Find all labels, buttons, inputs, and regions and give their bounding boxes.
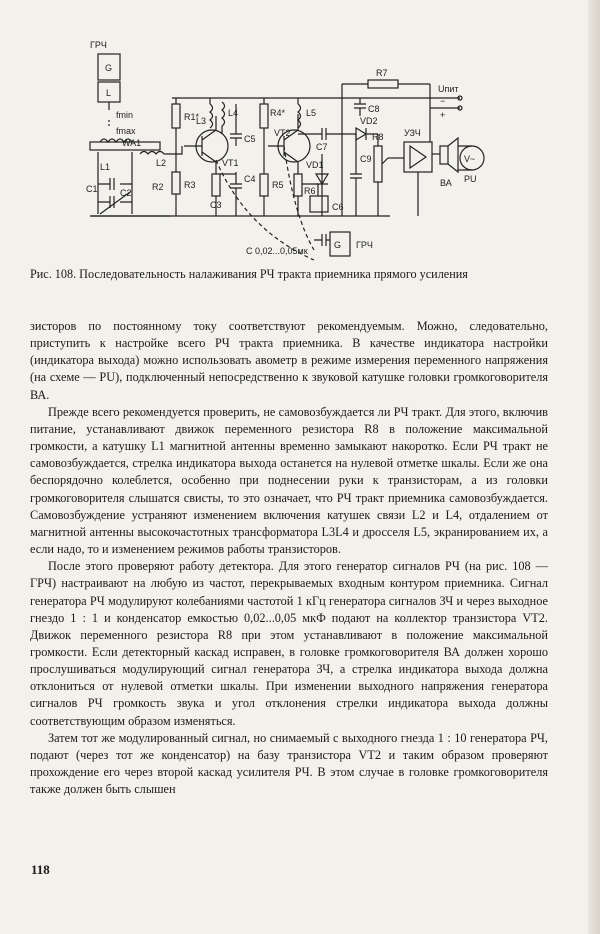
- label-vd1: VD1: [306, 160, 324, 170]
- label-r3: R3: [184, 180, 196, 190]
- label-fmax: fmax: [116, 126, 136, 136]
- label-c4: C4: [244, 174, 256, 184]
- label-cap-value: C 0,02...0,05мк: [246, 246, 308, 256]
- label-ba: ВА: [440, 178, 452, 188]
- label-u34: УЗЧ: [404, 128, 421, 138]
- label-l4: L4: [228, 108, 239, 118]
- label-c1: C1: [86, 184, 98, 194]
- label-g-top: G: [105, 63, 113, 73]
- paragraph: Прежде всего рекомендуется проверить, не самовозбуждается ли РЧ тракт. Для этого, включив питание, устанавливают движок переменного резистора R8 в положение максимальной громкости, а катушку L1 магнитной антенны временно замыкают накоротко. Если РЧ тракт не самовозбуждается, стрелка индикатора выхода останется на нулевой отметке шкалы. Если же она беспорядочно колеблется, особенно при поднесении руки к транзисторам, а из головки громкоговорителя слышатся свисты, то это означает, что РЧ тракт приемника самовозбуждается. Самовозбуждение устраняют изменением включения катушек связи L2 и L4, отдалением от магнитной антенны высокочастотных трансформатора L3L4 и дросселя L5, экранированием их, а если надо, то и изменением режимов работы транзисторов.: [30, 404, 548, 557]
- label-c3: C3: [210, 200, 222, 210]
- label-l2: L2: [156, 158, 167, 168]
- label-grch-top: ГРЧ: [90, 40, 107, 50]
- body-text: [30, 318, 548, 798]
- label-c9: C9: [360, 154, 372, 164]
- label-c7: C7: [316, 142, 328, 152]
- label-r2: R2: [152, 182, 164, 192]
- label-r5: R5: [272, 180, 284, 190]
- label-r6: R6: [304, 186, 316, 196]
- label-upit: Uпит: [438, 84, 459, 94]
- label-l3: L3: [196, 116, 207, 126]
- label-c5: C5: [244, 134, 256, 144]
- label-vt1: VT1: [222, 158, 239, 168]
- page-edge-shadow: [588, 0, 600, 934]
- label-l5: L5: [306, 108, 317, 118]
- label-minus: −: [440, 96, 446, 106]
- label-grch-bottom: ГРЧ: [356, 240, 373, 250]
- page-number: 118: [31, 862, 50, 877]
- label-wa1: WA1: [122, 138, 142, 148]
- figure-caption: Рис. 108. Последовательность налаживания РЧ тракта приемника прямого усиления: [30, 267, 468, 281]
- paragraph: Затем тот же модулированный сигнал, но снимаемый с выходного гнезда 1 : 10 генератора РЧ, подают (через тот же конденсатор) на базу транзистора VT2 и таким образом проверяют прохождение его через второй каскад усилителя РЧ. В этом случае в головке громкоговорителя также должен быть слышен: [30, 730, 548, 797]
- label-r7: R7: [376, 68, 388, 78]
- paragraph: зисторов по постоянному току соответствуют рекомендуемым. Можно, следовательно, приступить к настройке всего РЧ тракта приемника. В качестве индикатора настройки (индикатора выхода) можно использовать авометр в режиме измерения переменного напряжения (на схеме — PU), подключенный непосредственно к звуковой катушке головки громкоговорителя ВА.: [30, 319, 548, 402]
- label-c8: C8: [368, 104, 380, 114]
- label-fmin: fmin: [116, 110, 134, 120]
- circuit-diagram: [60, 34, 490, 264]
- label-vd2: VD2: [360, 116, 378, 126]
- label-g-bottom: G: [334, 240, 342, 250]
- paragraph: После этого проверяют работу детектора. Для этого генератор сигналов РЧ (на рис. 108 — ГРЧ) настраивают на любую из частот, перекрываемых входным контуром приемника. Сигнал генератора РЧ модулируют колебаниями частотой 1 кГц генератора сигналов ЗЧ и через выходное гнездо 1 : 1 и конденсатор емкостью 0,02...0,05 мкФ подают на коллектор транзистора VT2. Движок переменного резистора R8 при этом устанавливают в положение максимальной громкости. Если детекторный каскад исправен, в головке громкоговорителя ВА должен хорошо прослушиваться модулирующий сигнал генератора ЗЧ, а стрелка индикатора выхода должна отклониться от нулевой отметки шкалы. При изменении выходного напряжения генератора сигналов РЧ громкость звука и угол отклонения стрелки индикатора выхода должны соответствующим образом изменяться.: [30, 559, 548, 728]
- label-c6: C6: [332, 202, 344, 212]
- label-vt2: VT2: [274, 128, 291, 138]
- label-plus: +: [440, 110, 446, 120]
- label-pu: PU: [464, 174, 477, 184]
- label-r8: R8: [372, 132, 384, 142]
- label-c2: C2: [120, 188, 132, 198]
- label-r1: R1*: [184, 112, 200, 122]
- label-r4: R4*: [270, 108, 286, 118]
- label-v: V~: [464, 154, 476, 164]
- label-l1: L1: [100, 162, 111, 172]
- label-l-top: L: [106, 88, 112, 98]
